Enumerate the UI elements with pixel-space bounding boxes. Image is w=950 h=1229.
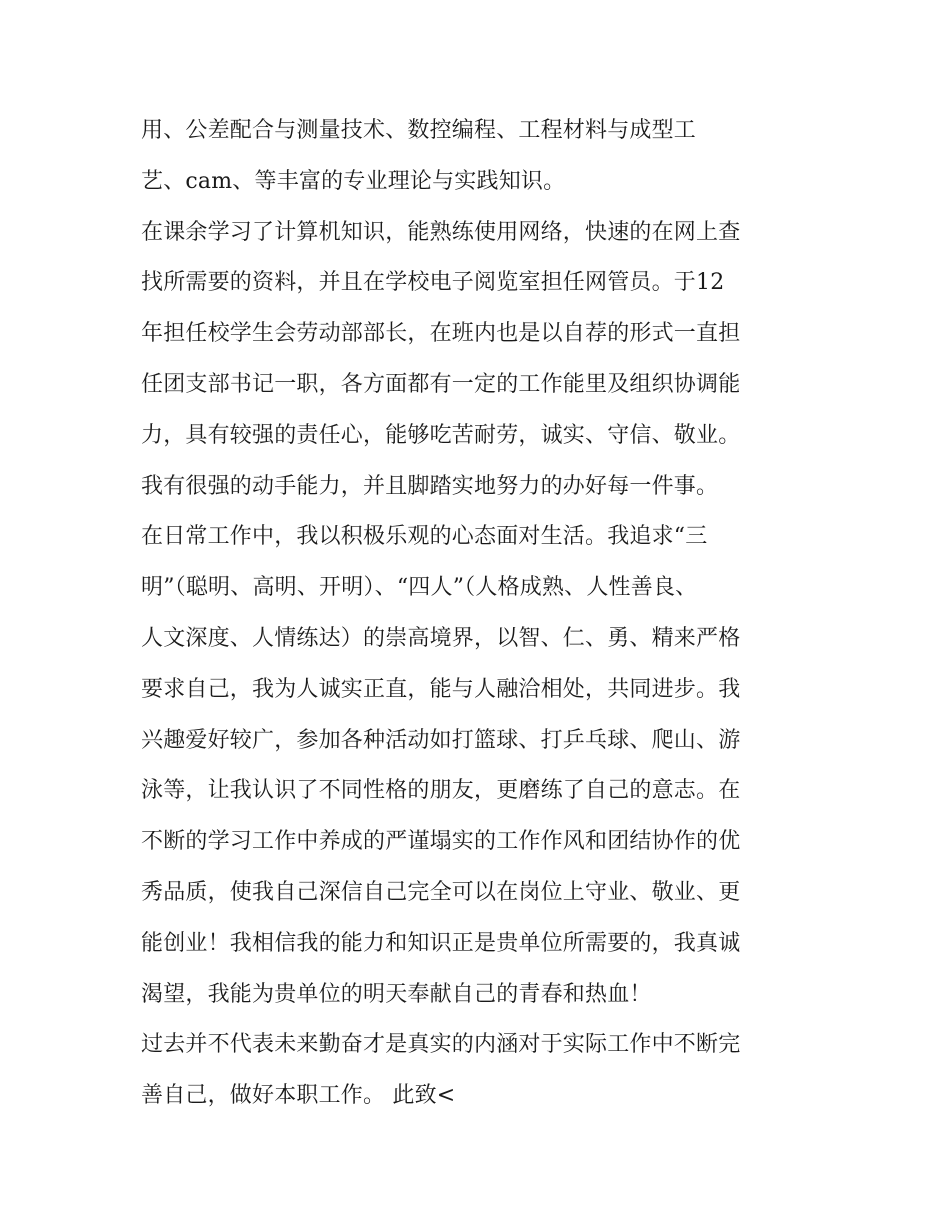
text-line: 渴望，我能为贵单位的明天奉献自己的青春和热血！ — [141, 981, 652, 1007]
text-line: 明”（聪明、高明、开明）、“四人”（人格成熟、人性善良、 — [141, 575, 698, 601]
text-line: 不断的学习工作中养成的严谨塌实的工作作风和团结协作的优 — [141, 829, 741, 855]
text-line: 人文深度、人情练达）的崇高境界，以智、仁、勇、精来严格 — [141, 625, 741, 651]
text-line: 能创业！我相信我的能力和知识正是贵单位所需要的，我真诚 — [141, 930, 741, 956]
text-line: 艺、cam、等丰富的专业理论与实践知识。 — [141, 168, 566, 194]
text-line: 善自己，做好本职工作。 此致< — [141, 1083, 456, 1109]
text-line: 找所需要的资料，并且在学校电子阅览室担任网管员。于12 — [141, 270, 725, 296]
document-body — [141, 106, 821, 1122]
text-line: 秀品质，使我自己深信自己完全可以在岗位上守业、敬业、更 — [141, 879, 741, 905]
text-line: 任团支部书记一职，各方面都有一定的工作能里及组织协调能 — [141, 371, 741, 397]
text-line: 过去并不代表未来勤奋才是真实的内涵对于实际工作中不断完 — [141, 1032, 741, 1058]
text-line: 力，具有较强的责任心，能够吃苦耐劳，诚实、守信、敬业。 — [141, 422, 741, 448]
text-line: 年担任校学生会劳动部部长，在班内也是以自荐的形式一直担 — [141, 321, 741, 347]
text-line: 我有很强的动手能力，并且脚踏实地努力的办好每一件事。 — [141, 473, 719, 499]
text-line: 泳等，让我认识了不同性格的朋友，更磨练了自己的意志。在 — [141, 778, 741, 804]
text-line: 在课余学习了计算机知识，能熟练使用网络，快速的在网上查 — [141, 219, 741, 245]
text-line: 要求自己，我为人诚实正直，能与人融洽相处，共同进步。我 — [141, 676, 741, 702]
text-line: 在日常工作中，我以积极乐观的心态面对生活。我追求“三 — [141, 524, 708, 550]
text-line: 用、公差配合与测量技术、数控编程、工程材料与成型工 — [141, 118, 697, 143]
text-line: 兴趣爱好较广，参加各种活动如打篮球、打乒乓球、爬山、游 — [141, 727, 741, 753]
